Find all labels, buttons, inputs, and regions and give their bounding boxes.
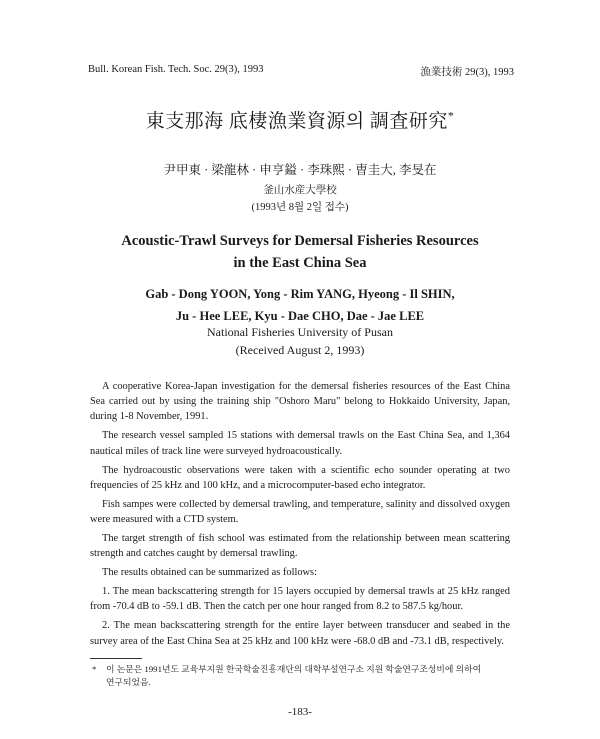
footnote — [92, 663, 512, 689]
korean-received-date: (1993년 8월 2일 접수) — [251, 202, 349, 213]
english-authors — [0, 283, 600, 327]
abstract-paragraph: A cooperative Korea-Japan investigation for the demersal fisheries resources of the East China Sea carried out by using the training ship "Oshoro Maru" belong to Hokkaido University, Japan, during 1-8 November, 1991. — [90, 381, 510, 423]
abstract-paragraph: The research vessel sampled 15 stations with demersal trawls on the East China Sea, and 1,364 nautical miles of track line were surveyed hydroacoustically. — [90, 430, 510, 457]
abstract — [90, 379, 510, 653]
korean-affiliation: 釜山水産大學校 — [263, 185, 337, 196]
footnote-line2: 연구되었음. — [106, 677, 151, 687]
english-received-date: (Received August 2, 1993) — [235, 343, 365, 357]
footnote-divider — [90, 658, 142, 659]
journal-header-right: 漁業技術 29(3), 1993 — [420, 67, 514, 78]
abstract-paragraph: The results obtained can be summarized as follows: — [102, 567, 317, 579]
english-authors-line2: Ju - Hee LEE, Kyu - Dae CHO, Dae - Jae LEE — [175, 309, 425, 323]
english-title-line1: Acoustic-Trawl Surveys for Demersal Fisheries Resources — [121, 233, 479, 249]
abstract-paragraph: The hydroacoustic observations were taken with a scientific echo sounder operating at two frequencies of 25 kHz and 100 kHz, and a microcomputer-based echo integrator. — [90, 464, 510, 491]
footnote-text: 이 논문은 1991년도 교육부지원 한국학술진흥재단의 대학부설연구소 지원 학술연구조성비에 의하여 — [106, 664, 482, 674]
footnote-line1 — [92, 663, 512, 676]
english-affiliation: National Fisheries University of Pusan — [207, 325, 393, 339]
english-authors-line1: Gab - Dong YOON, Yong - Rim YANG, Hyeong - Il SHIN, — [145, 287, 455, 301]
title-footnote-mark: * — [447, 108, 455, 123]
abstract-paragraph: 1. The mean backscattering strength for 15 layers occupied by demersal trawls at 25 kHz ranged from -70.4 dB to -59.1 dB. Then the catch per one hour ranged from 8.2 to 587.5 kg/hour. — [90, 586, 510, 613]
journal-header-left: Bull. Korean Fish. Tech. Soc. 29(3), 1993 — [88, 64, 264, 75]
page-number: -183- — [288, 706, 312, 718]
abstract-paragraph: 2. The mean backscattering strength for the entire layer between transducer and seabed in the survey area of the East China Sea at 25 kHz and 100 kHz were -68.0 dB and -73.1 dB, respectively. — [90, 620, 510, 647]
english-title — [0, 230, 600, 274]
abstract-paragraph: The target strength of fish school was estimated from the relationship between mean scattering strength and catches caught by demersal trawling. — [90, 533, 510, 560]
english-title-line2: in the East China Sea — [233, 255, 367, 271]
abstract-paragraph: Fish sampes were collected by demersal trawling, and temperature, salinity and dissolved oxygen were measured with a CTD system. — [90, 498, 510, 526]
korean-title-text: 東支那海 底棲漁業資源의 調査研究 — [145, 111, 448, 132]
korean-title — [0, 106, 600, 133]
footnote-mark: * — [92, 664, 97, 674]
korean-authors: 尹甲東 · 梁龍林 · 申亨鎰 · 李珠熙 · 曺圭大, 李旻在 — [163, 163, 437, 177]
